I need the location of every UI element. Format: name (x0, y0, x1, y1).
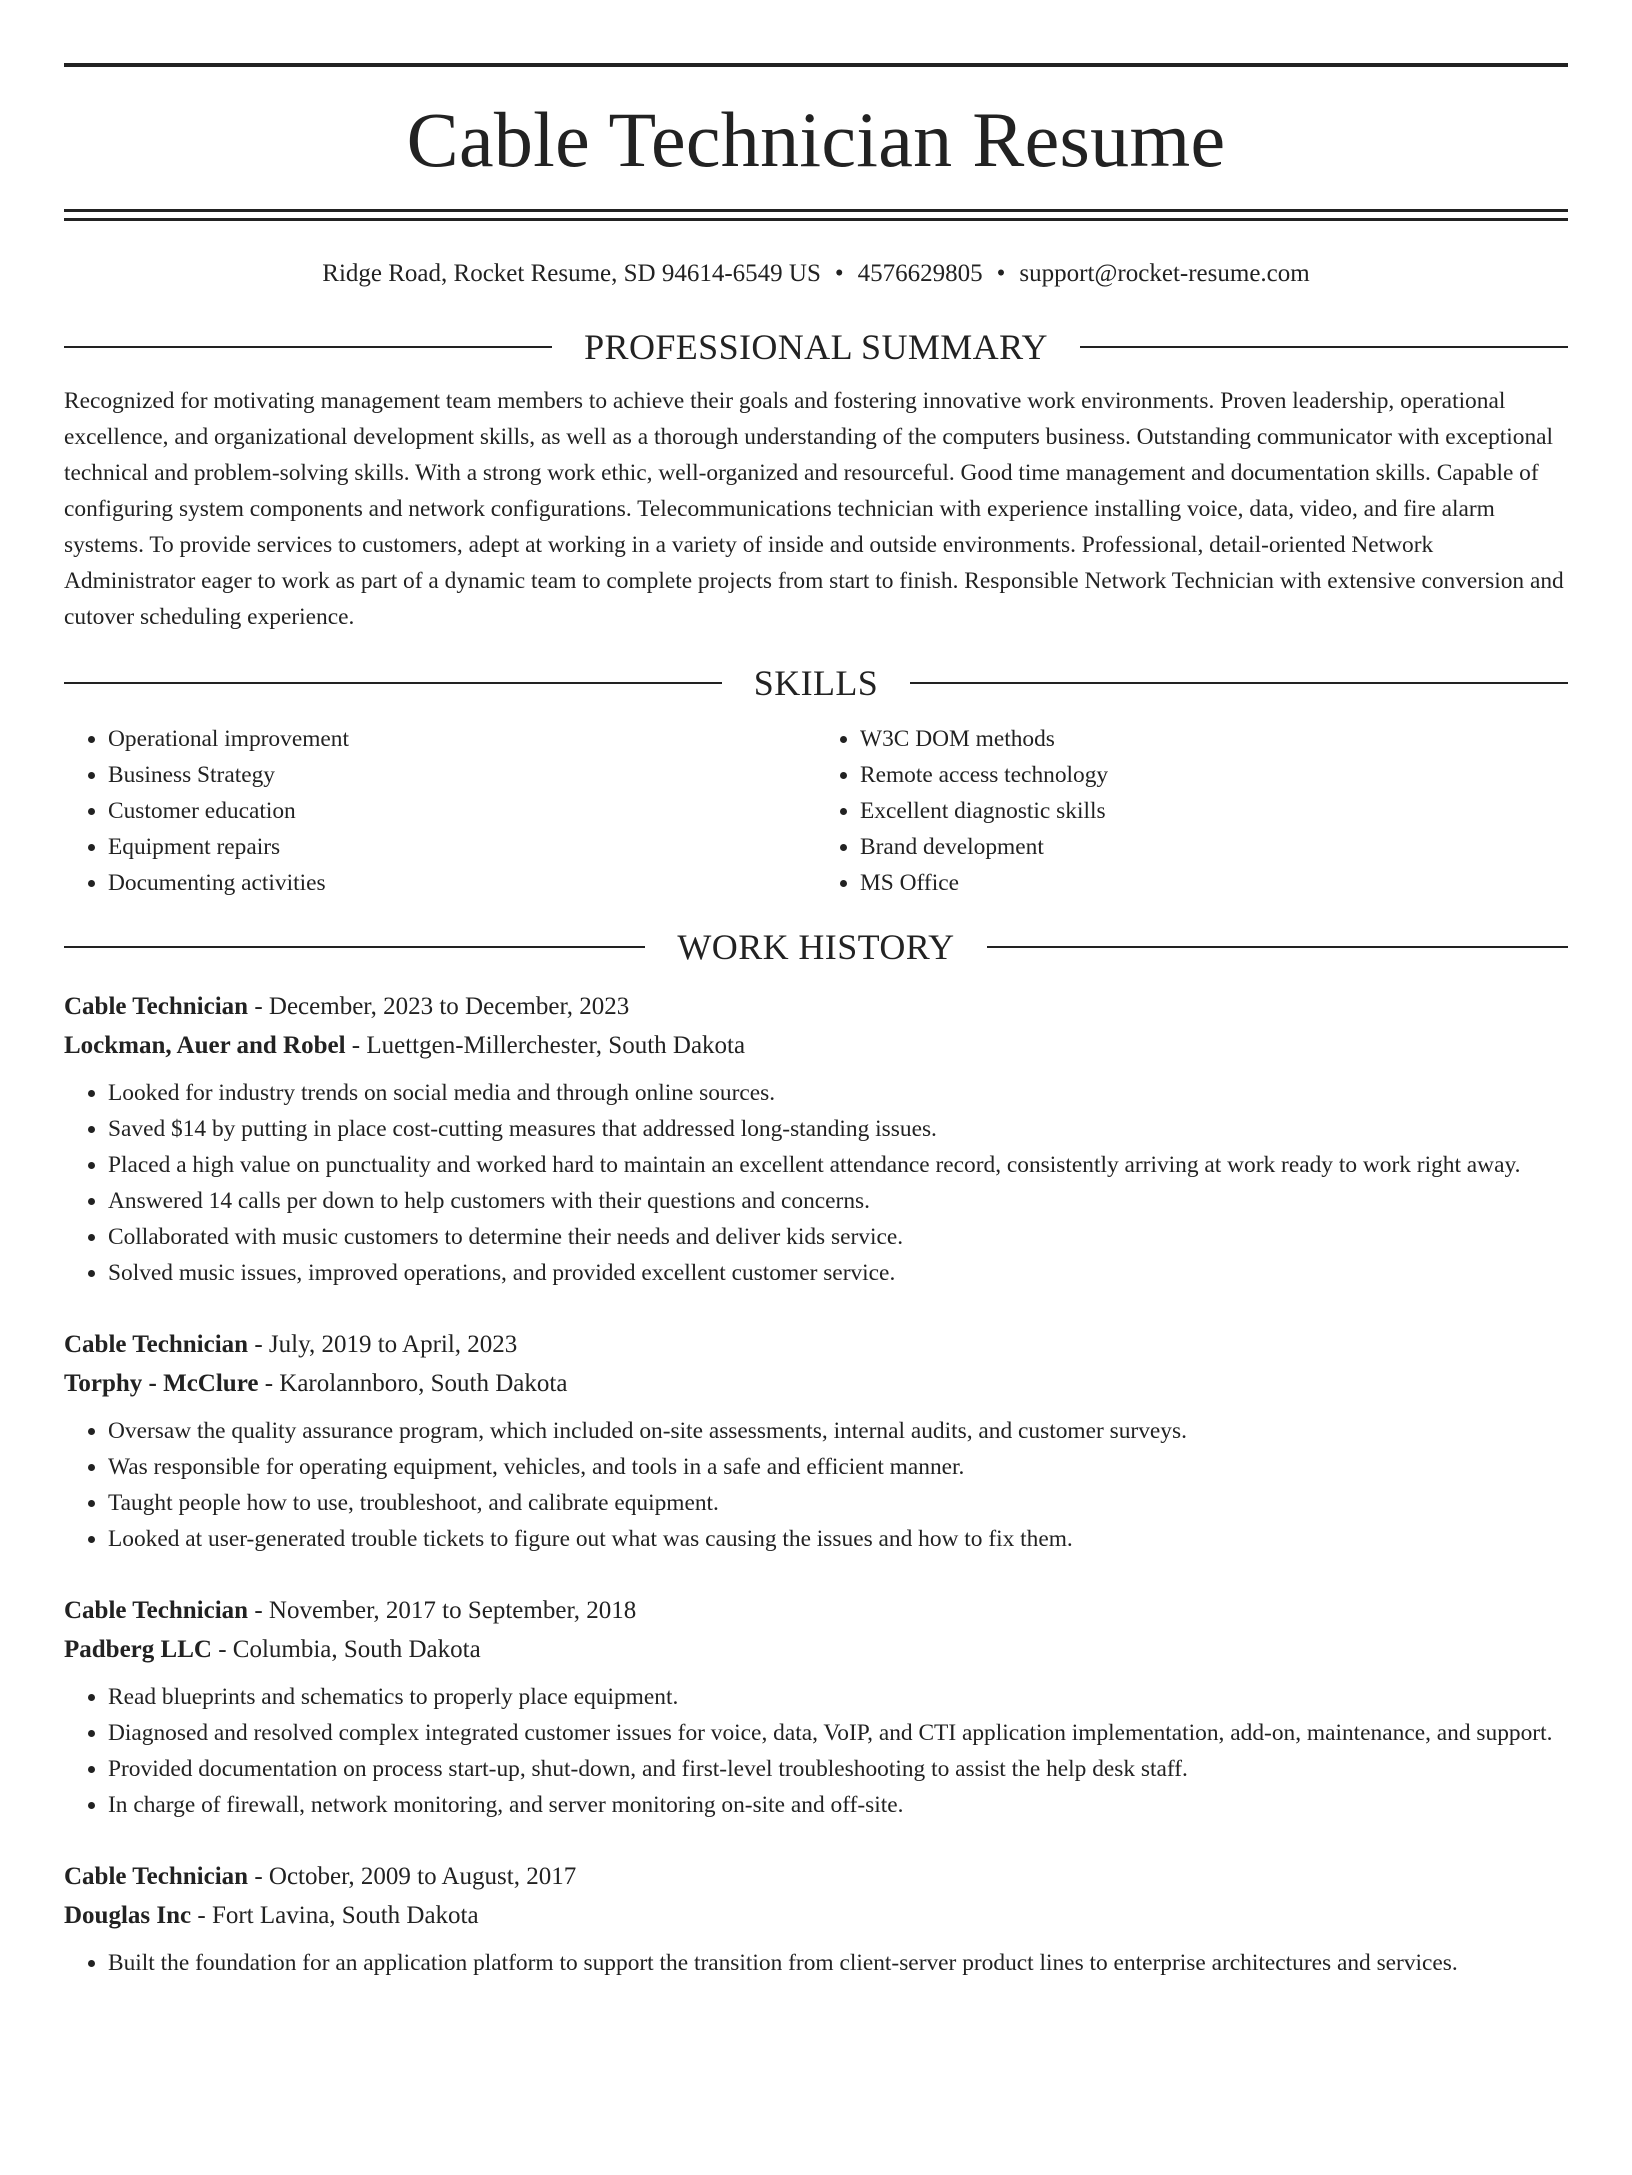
job-title: Cable Technician (64, 1597, 249, 1624)
job-bullets (64, 1945, 1568, 1981)
resume-page (0, 63, 1632, 2175)
summary-heading: PROFESSIONAL SUMMARY (584, 327, 1048, 367)
job-title: Cable Technician (64, 993, 249, 1020)
skill-item: • Brand development (860, 829, 1568, 865)
skills-heading: SKILLS (753, 663, 879, 703)
job-bullets (64, 1075, 1568, 1291)
job-dates: - July, 2019 to April, 2023 (248, 1331, 518, 1358)
skill-item: • MS Office (860, 865, 1568, 901)
contact-separator: • (996, 260, 1006, 287)
job-title-line (64, 987, 1568, 1026)
skill-item: • Remote access technology (860, 757, 1568, 793)
job-bullets (64, 1679, 1568, 1823)
job-bullet: • Answered 14 calls per down to help customers with their questions and concerns. (108, 1183, 1568, 1219)
job-bullet: • In charge of firewall, network monitoring, and server monitoring on-site and off-site. (108, 1787, 1568, 1823)
work-heading: WORK HISTORY (677, 927, 955, 967)
section-rule-right (1080, 346, 1568, 348)
job-entry (64, 1591, 1568, 1823)
job-bullet: • Read blueprints and schematics to properly place equipment. (108, 1679, 1568, 1715)
skill-item: • Customer education (108, 793, 816, 829)
job-location: - Columbia, South Dakota (211, 1636, 481, 1663)
job-title-line (64, 1325, 1568, 1364)
job-bullet: • Looked at user-generated trouble tickets to figure out what was causing the issues and how to fix them. (108, 1521, 1568, 1557)
section-rule-left (64, 346, 552, 348)
skills-column-left (64, 721, 816, 901)
job-bullets (64, 1413, 1568, 1557)
job-company-line (64, 1026, 1568, 1065)
summary-section-header (64, 329, 1568, 365)
contact-separator: • (834, 260, 844, 287)
skill-item: • Equipment repairs (108, 829, 816, 865)
job-company-line (64, 1630, 1568, 1669)
job-bullet: • Solved music issues, improved operations, and provided excellent customer service. (108, 1255, 1568, 1291)
work-history-list (64, 987, 1568, 1981)
job-dates: - November, 2017 to September, 2018 (248, 1597, 637, 1624)
job-entry (64, 1857, 1568, 1981)
job-bullet: • Provided documentation on process start-up, shut-down, and first-level troubleshooting to assist the help desk staff. (108, 1751, 1568, 1787)
job-location: - Luettgen-Millerchester, South Dakota (345, 1032, 746, 1059)
job-bullet: • Placed a high value on punctuality and worked hard to maintain an excellent attendance record, consistently arriving at work ready to work right away. (108, 1147, 1568, 1183)
work-section-header (64, 929, 1568, 965)
job-bullet: • Taught people how to use, troubleshoot, and calibrate equipment. (108, 1485, 1568, 1521)
job-dates: - December, 2023 to December, 2023 (248, 993, 630, 1020)
skill-item: • Business Strategy (108, 757, 816, 793)
job-entry (64, 987, 1568, 1291)
job-location: - Karolannboro, South Dakota (258, 1370, 568, 1397)
job-bullet: • Diagnosed and resolved complex integrated customer issues for voice, data, VoIP, and CTI application implementation, add-on, maintenance, and support. (108, 1715, 1568, 1751)
job-entry (64, 1325, 1568, 1557)
job-location: - Fort Lavina, South Dakota (191, 1902, 479, 1929)
skill-item: • Operational improvement (108, 721, 816, 757)
section-rule-right (910, 682, 1568, 684)
job-bullet: • Was responsible for operating equipment, vehicles, and tools in a safe and efficient manner. (108, 1449, 1568, 1485)
job-dates: - October, 2009 to August, 2017 (248, 1863, 577, 1890)
job-bullet: • Collaborated with music customers to determine their needs and deliver kids service. (108, 1219, 1568, 1255)
section-rule-left (64, 946, 645, 948)
job-company: Douglas Inc (64, 1902, 192, 1929)
job-company-line (64, 1364, 1568, 1403)
page-title: Cable Technician Resume (406, 96, 1226, 183)
job-title-line (64, 1857, 1568, 1896)
job-bullet: • Oversaw the quality assurance program, which included on-site assessments, internal audits, and customer surveys. (108, 1413, 1568, 1449)
job-company: Padberg LLC (64, 1636, 212, 1663)
job-bullet: • Looked for industry trends on social media and through online sources. (108, 1075, 1568, 1111)
job-title: Cable Technician (64, 1863, 249, 1890)
job-company: Lockman, Auer and Robel (64, 1032, 346, 1059)
section-rule-left (64, 682, 722, 684)
skills-section-header (64, 665, 1568, 701)
job-bullet: • Saved $14 by putting in place cost-cutting measures that addressed long-standing issues. (108, 1111, 1568, 1147)
contact-phone: 4576629805 (857, 260, 983, 287)
title-double-rule (64, 209, 1568, 221)
section-rule-right (987, 946, 1568, 948)
job-title-line (64, 1591, 1568, 1630)
skills-column-right (816, 721, 1568, 901)
job-title: Cable Technician (64, 1331, 249, 1358)
job-company: Torphy - McClure (64, 1370, 259, 1397)
skills-list (64, 721, 1568, 901)
skill-item: • Documenting activities (108, 865, 816, 901)
skill-item: • Excellent diagnostic skills (860, 793, 1568, 829)
summary-text: Recognized for motivating management team members to achieve their goals and fostering innovative work environments. Proven leadership, operational excellence, and organizational development skills, as well as a thorough understanding of the computers business. Outstanding communicator with exceptional technical and problem-solving skills. With a strong work ethic, well-organized and resourceful. Good time management and documentation skills. Capable of configuring system components and network configurations. Telecommunications technician with experience installing voice, data, video, and fire alarm systems. To provide services to customers, adept at working in a variety of inside and outside environments. Professional, detail-oriented Network Administrator eager to work as part of a dynamic team to complete projects from start to finish. Responsible Network Technician with extensive conversion and cutover scheduling experience. (64, 388, 1564, 630)
job-company-line (64, 1896, 1568, 1935)
top-rule (64, 63, 1568, 67)
job-bullet: • Built the foundation for an application platform to support the transition from client-server product lines to enterprise architectures and services. (108, 1945, 1568, 1981)
skill-item: • W3C DOM methods (860, 721, 1568, 757)
contact-email: support@rocket-resume.com (1019, 260, 1310, 287)
contact-line (64, 259, 1568, 289)
contact-address: Ridge Road, Rocket Resume, SD 94614-6549 US (322, 260, 821, 287)
